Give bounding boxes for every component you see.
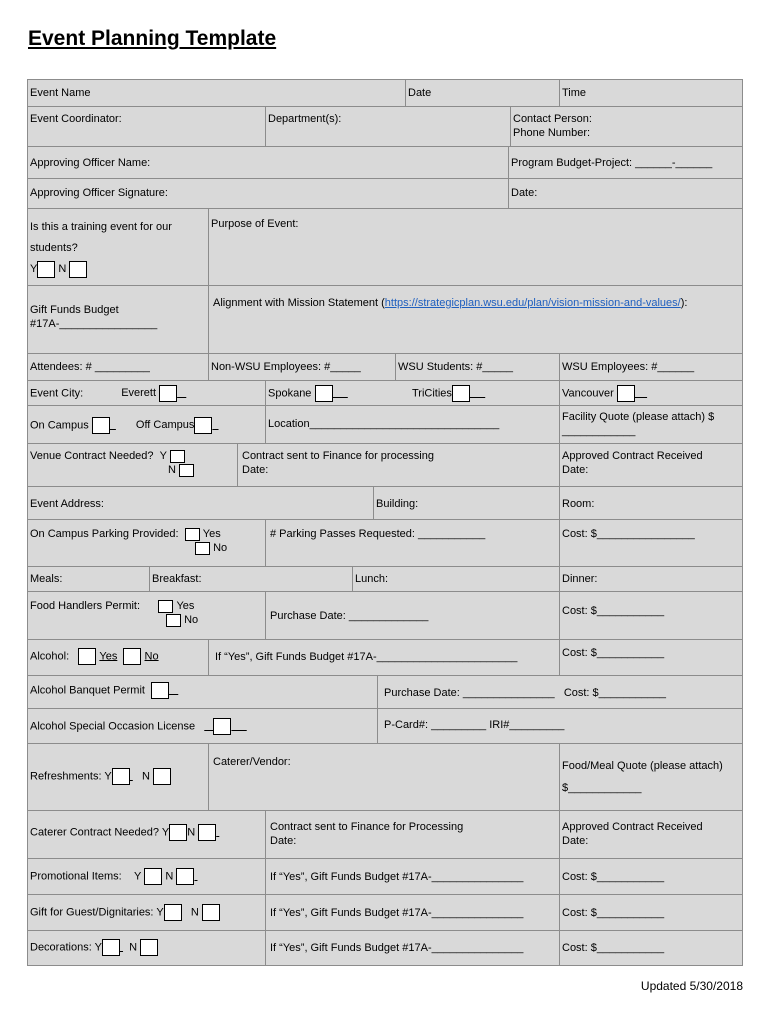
facility-quote-field[interactable]: Facility Quote (please attach) $ ____________ <box>560 406 742 444</box>
mission-link[interactable]: https://strategicplan.wsu.edu/plan/vision-mission-and-values/ <box>384 297 681 309</box>
lunch-field[interactable]: Lunch: <box>353 567 560 592</box>
food-permit-yes-checkbox[interactable] <box>158 600 173 613</box>
alcohol-no-checkbox[interactable] <box>123 648 141 665</box>
venue-contract-cell: Venue Contract Needed? Y N <box>28 444 238 487</box>
date-field[interactable]: Date <box>406 80 560 107</box>
vancouver-checkbox[interactable] <box>617 385 635 402</box>
contract-sent-finance-field[interactable]: Contract sent to Finance for processing Date: <box>238 444 560 487</box>
alcohol-cost-field[interactable]: Cost: $___________ <box>560 640 742 676</box>
room-field[interactable]: Room: <box>560 487 742 520</box>
vancouver-cell: Vancouver <box>560 381 742 406</box>
parking-yes-checkbox[interactable] <box>185 528 200 541</box>
event-address-field[interactable]: Event Address: <box>28 487 374 520</box>
dinner-field[interactable]: Dinner: <box>560 567 742 592</box>
decorations-cost-field[interactable]: Cost: $___________ <box>562 942 665 954</box>
meal-quote-field[interactable]: Food/Meal Quote (please attach) $____________ <box>560 744 742 811</box>
venue-contract-no-checkbox[interactable] <box>179 464 194 477</box>
food-permit-cell: Food Handlers Permit: Yes No <box>28 592 266 640</box>
gift-dignitaries-cell: Gift for Guest/Dignitaries: Y N <box>28 895 266 931</box>
event-name-field[interactable]: Event Name <box>28 80 406 107</box>
gift-funds-field[interactable]: If “Yes”, Gift Funds Budget #17A-_______________ <box>266 895 560 931</box>
food-permit-purchase-date-field[interactable]: Purchase Date: _____________ <box>266 592 560 640</box>
training-event-question: Is this a training event for our students? Y N <box>28 209 209 286</box>
caterer-vendor-field[interactable]: Caterer/Vendor: <box>209 744 560 811</box>
refreshments-no-checkbox[interactable] <box>153 768 171 785</box>
alcohol-cell: Alcohol: Yes No <box>28 640 209 676</box>
banquet-permit-cell: Alcohol Banquet Permit <box>28 676 378 709</box>
gift-yes-checkbox[interactable] <box>164 904 182 921</box>
caterer-contract-yes-checkbox[interactable] <box>169 824 187 841</box>
special-occasion-cell: Alcohol Special Occasion License <box>28 709 378 744</box>
page-title: Event Planning Template <box>28 27 277 50</box>
wsu-students-field[interactable]: WSU Students: #_____ <box>396 354 560 381</box>
on-campus-checkbox[interactable] <box>92 417 110 434</box>
spokane-cell: Spokane <box>266 381 410 406</box>
training-no-checkbox[interactable] <box>69 261 87 278</box>
food-permit-cost-field[interactable]: Cost: $___________ <box>560 592 742 640</box>
refreshments-yes-checkbox[interactable] <box>112 768 130 785</box>
attendees-field[interactable]: Attendees: # _________ <box>28 354 209 381</box>
caterer-sent-finance-field[interactable]: Contract sent to Finance for Processing Date: <box>266 811 560 859</box>
parking-provided-cell: On Campus Parking Provided: Yes No <box>28 520 266 567</box>
promotional-items-cell: Promotional Items: Y N <box>28 859 266 895</box>
non-wsu-employees-field[interactable]: Non-WSU Employees: #_____ <box>209 354 396 381</box>
mission-alignment-field[interactable]: Alignment with Mission Statement (https://strategicplan.wsu.edu/plan/vision-mission-and-values/): <box>209 286 742 354</box>
building-field[interactable]: Building: <box>374 487 560 520</box>
banquet-purchase-field[interactable]: Purchase Date: _______________ Cost: $___________ <box>378 676 742 709</box>
pcard-field[interactable]: P-Card#: _________ IRI#_________ <box>378 709 742 744</box>
parking-no-checkbox[interactable] <box>195 542 210 555</box>
breakfast-field[interactable]: Breakfast: <box>150 567 353 592</box>
banquet-permit-checkbox[interactable] <box>151 682 169 699</box>
decorations-yes-checkbox[interactable] <box>102 939 120 956</box>
gift-no-checkbox[interactable] <box>202 904 220 921</box>
decorations-gift-funds-field[interactable]: If “Yes”, Gift Funds Budget #17A-_______________ <box>266 931 560 965</box>
food-permit-no-checkbox[interactable] <box>166 614 181 627</box>
location-field[interactable]: Location_______________________________ <box>266 406 560 444</box>
purpose-field[interactable]: Purpose of Event: <box>209 209 742 286</box>
event-form <box>27 79 743 966</box>
promo-no-checkbox[interactable] <box>176 868 194 885</box>
approving-officer-name-field[interactable]: Approving Officer Name: <box>28 147 509 179</box>
signature-date-field[interactable]: Date: <box>509 179 742 209</box>
spokane-checkbox[interactable] <box>315 385 333 402</box>
caterer-contract-cell: Caterer Contract Needed? Y N <box>28 811 266 859</box>
budget-project-field[interactable]: Program Budget-Project: ______-______ <box>509 147 742 179</box>
decorations-cell: Decorations: Y N <box>28 931 266 965</box>
approving-officer-signature-field[interactable]: Approving Officer Signature: <box>28 179 509 209</box>
decorations-no-checkbox[interactable] <box>140 939 158 956</box>
promo-cost-field[interactable]: Cost: $___________ <box>560 859 742 895</box>
gift-cost-field[interactable]: Cost: $___________ <box>560 895 742 931</box>
wsu-employees-field[interactable]: WSU Employees: #______ <box>560 354 742 381</box>
time-field[interactable]: Time <box>560 80 742 107</box>
tricities-cell: TriCities <box>410 381 560 406</box>
special-occasion-checkbox[interactable] <box>213 718 231 735</box>
alcohol-yes-checkbox[interactable] <box>78 648 96 665</box>
campus-cell: On Campus Off Campus <box>28 406 266 444</box>
updated-date: Updated 5/30/2018 <box>640 979 743 993</box>
caterer-contract-no-checkbox[interactable] <box>198 824 216 841</box>
caterer-approved-field[interactable]: Approved Contract Received Date: <box>560 811 742 859</box>
everett-checkbox[interactable] <box>159 385 177 402</box>
tricities-checkbox[interactable] <box>452 385 470 402</box>
off-campus-checkbox[interactable] <box>194 417 212 434</box>
promo-yes-checkbox[interactable] <box>144 868 162 885</box>
venue-contract-yes-checkbox[interactable] <box>170 450 185 463</box>
promo-gift-funds-field[interactable]: If “Yes”, Gift Funds Budget #17A-_______________ <box>266 859 560 895</box>
contact-person-field[interactable]: Contact Person: Phone Number: <box>511 107 742 147</box>
parking-cost-field[interactable]: Cost: $________________ <box>560 520 742 567</box>
event-city-cell: Event City: Everett <box>28 381 266 406</box>
gift-funds-budget-field[interactable]: Gift Funds Budget #17A-________________ <box>28 286 209 354</box>
approved-contract-field[interactable]: Approved Contract Received Date: <box>560 444 742 487</box>
department-field[interactable]: Department(s): <box>266 107 511 147</box>
training-yes-checkbox[interactable] <box>37 261 55 278</box>
refreshments-cell: Refreshments: Y N <box>28 744 209 811</box>
alcohol-gift-funds-field[interactable]: If “Yes”, Gift Funds Budget #17A-_______________________ <box>209 640 560 676</box>
meals-label: Meals: <box>28 567 150 592</box>
parking-passes-field[interactable]: # Parking Passes Requested: ___________ <box>266 520 560 567</box>
coordinator-field[interactable]: Event Coordinator: <box>28 107 266 147</box>
